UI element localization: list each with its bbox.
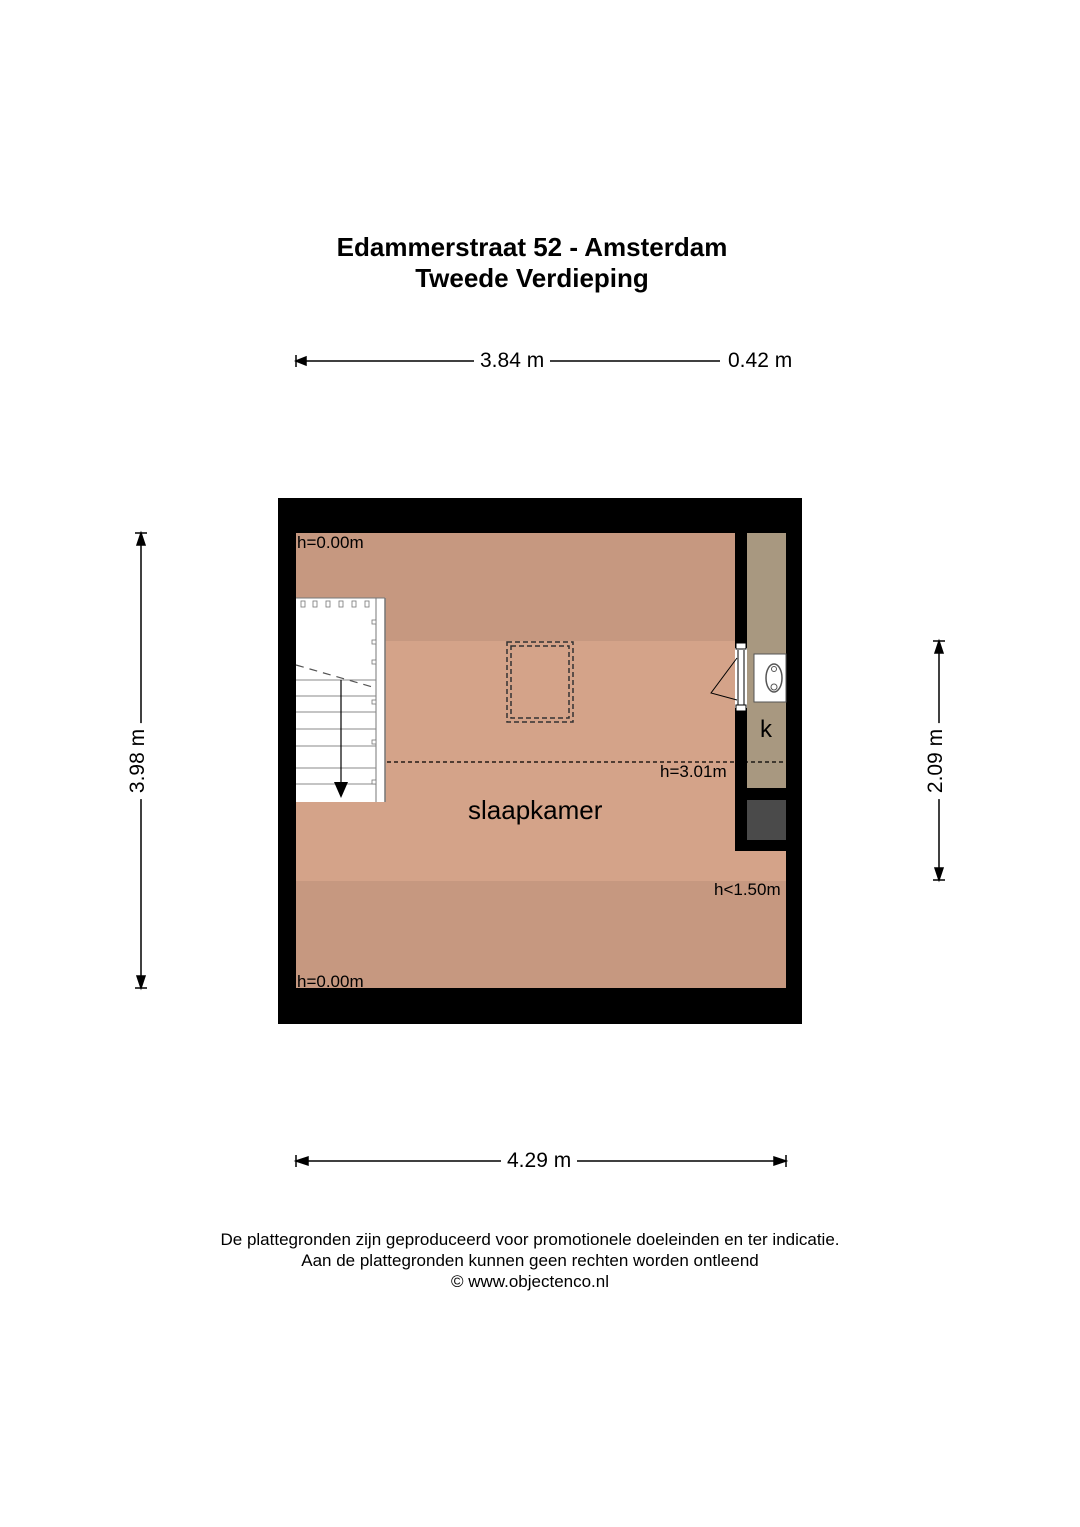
kitchen-appliance [747,800,786,840]
dimension-top-main: 3.84 m [474,349,550,373]
kitchen-counter [747,533,786,643]
room-label-kitchen: k [760,716,772,743]
height-label-bottom-left: h=0.00m [297,972,364,991]
dimension-bottom: 4.29 m [501,1149,577,1173]
sloped-floor-bottom [296,881,786,988]
height-label-top-left: h=0.00m [297,533,364,552]
dimension-right: 2.09 m [924,723,948,799]
copyright-link[interactable]: © www.objectenco.nl [450,1272,610,1291]
dimension-top-extra: 0.42 m [722,349,798,373]
floor-subtitle: Tweede Verdieping [415,263,649,293]
sink-icon [754,654,786,702]
plan-title: Edammerstraat 52 - Amsterdam [336,232,728,262]
main-floor-right [735,851,786,881]
staircase [296,598,385,802]
disclaimer-line-1: De plattegronden zijn geproduceerd voor promotionele doeleinden en ter indicatie. [220,1230,840,1249]
room-label-slaapkamer: slaapkamer [468,795,603,825]
dimension-left: 3.98 m [126,723,150,799]
height-label-low-right: h<1.50m [714,880,781,899]
height-label-ridge: h=3.01m [660,762,727,781]
disclaimer-line-2: Aan de plattegronden kunnen geen rechten worden ontleend [301,1251,759,1270]
